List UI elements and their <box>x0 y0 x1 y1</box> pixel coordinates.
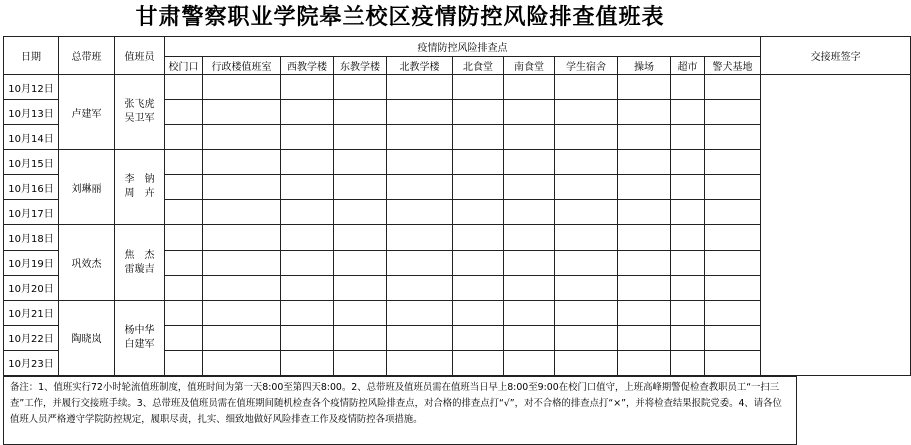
check-cell[interactable] <box>705 150 761 175</box>
check-cell[interactable] <box>165 275 203 300</box>
date-cell: 10月22日 <box>4 325 59 350</box>
check-cell[interactable] <box>453 225 504 250</box>
check-cell[interactable] <box>334 225 387 250</box>
check-cell[interactable] <box>453 300 504 325</box>
check-cell[interactable] <box>555 150 618 175</box>
check-cell[interactable] <box>555 225 618 250</box>
check-cell[interactable] <box>334 250 387 275</box>
check-cell[interactable] <box>387 350 453 375</box>
check-cell[interactable] <box>555 250 618 275</box>
staff-cell <box>115 225 165 300</box>
check-cell[interactable] <box>555 100 618 125</box>
check-cell[interactable] <box>555 300 618 325</box>
check-cell[interactable] <box>618 100 671 125</box>
check-cell[interactable] <box>504 300 555 325</box>
header-staff: 值班员 <box>115 37 165 75</box>
check-cell[interactable] <box>453 175 504 200</box>
check-cell[interactable] <box>504 325 555 350</box>
check-cell[interactable] <box>165 175 203 200</box>
date-cell: 10月14日 <box>4 125 59 150</box>
check-cell[interactable] <box>165 250 203 275</box>
check-cell[interactable] <box>555 175 618 200</box>
check-cell[interactable] <box>334 300 387 325</box>
check-cell[interactable] <box>504 350 555 375</box>
check-cell[interactable] <box>281 350 334 375</box>
header-leader: 总带班 <box>59 37 115 75</box>
check-cell[interactable] <box>334 100 387 125</box>
check-cell[interactable] <box>203 350 281 375</box>
check-cell[interactable] <box>387 75 453 100</box>
page-title: 甘肃警察职业学院皋兰校区疫情防控风险排查值班表 <box>135 4 665 30</box>
check-cell[interactable] <box>203 125 281 150</box>
check-cell[interactable] <box>671 75 705 100</box>
check-cell[interactable] <box>705 225 761 250</box>
check-cell[interactable] <box>671 325 705 350</box>
check-cell[interactable] <box>618 225 671 250</box>
header-point: 行政楼值班室 <box>203 57 281 75</box>
check-cell[interactable] <box>705 275 761 300</box>
header-point: 操场 <box>618 57 671 75</box>
date-cell: 10月17日 <box>4 200 59 225</box>
check-cell[interactable] <box>705 325 761 350</box>
check-cell[interactable] <box>203 200 281 225</box>
date-cell: 10月21日 <box>4 300 59 325</box>
leader-cell: 陶晓岚 <box>59 300 115 375</box>
check-cell[interactable] <box>281 250 334 275</box>
check-cell[interactable] <box>671 225 705 250</box>
check-cell[interactable] <box>165 200 203 225</box>
date-cell: 10月16日 <box>4 175 59 200</box>
date-cell: 10月19日 <box>4 250 59 275</box>
check-cell[interactable] <box>671 200 705 225</box>
date-cell: 10月12日 <box>4 75 59 100</box>
check-cell[interactable] <box>671 125 705 150</box>
check-cell[interactable] <box>165 225 203 250</box>
check-cell[interactable] <box>165 125 203 150</box>
check-cell[interactable] <box>203 75 281 100</box>
check-cell[interactable] <box>203 275 281 300</box>
check-cell[interactable] <box>671 300 705 325</box>
check-cell[interactable] <box>705 175 761 200</box>
check-cell[interactable] <box>453 150 504 175</box>
header-point: 校门口 <box>165 57 203 75</box>
date-cell: 10月18日 <box>4 225 59 250</box>
header-point: 西教学楼 <box>281 57 334 75</box>
remarks <box>3 376 797 445</box>
check-cell[interactable] <box>387 125 453 150</box>
check-cell[interactable] <box>334 150 387 175</box>
header-date: 日期 <box>4 37 59 75</box>
check-cell[interactable] <box>504 150 555 175</box>
duty-table <box>3 36 911 376</box>
check-cell[interactable] <box>504 275 555 300</box>
check-cell[interactable] <box>387 300 453 325</box>
check-cell[interactable] <box>281 125 334 150</box>
check-cell[interactable] <box>453 325 504 350</box>
leader-cell: 刘琳丽 <box>59 150 115 225</box>
staff-name: 雷璇吉 <box>124 263 155 275</box>
check-cell[interactable] <box>165 350 203 375</box>
date-cell: 10月20日 <box>4 275 59 300</box>
check-cell[interactable] <box>334 325 387 350</box>
remarks-text: 备注：1、值班实行72小时轮流值班制度，值班时间为第一天8:00至第四天8:00。2、总带班及值班员需在值班当日早上8:00至9:00在校门口值守，上班高峰期警促检查教职员工“一扫三查”工作，并履行交接班手续。3、总带班及值班员需在值班期间随机检查各个疫情防控风险排查点，对合格的排查点打“√”，对不合格的排查点打“×”，并将检查结果报院党委。4、请各位值班人员严格遵守学院防控规定，履职尽责，扎实、细致地做好风险排查工作及疫情防控各项措施。 <box>10 382 782 425</box>
check-cell[interactable] <box>705 75 761 100</box>
check-cell[interactable] <box>705 300 761 325</box>
date-cell: 10月15日 <box>4 150 59 175</box>
header-point: 警犬基地 <box>705 57 761 75</box>
staff-name: 周 卉 <box>124 188 155 200</box>
check-cell[interactable] <box>281 300 334 325</box>
check-cell[interactable] <box>203 150 281 175</box>
check-cell[interactable] <box>281 200 334 225</box>
check-cell[interactable] <box>555 125 618 150</box>
check-cell[interactable] <box>334 125 387 150</box>
check-cell[interactable] <box>387 250 453 275</box>
check-cell[interactable] <box>387 100 453 125</box>
check-cell[interactable] <box>671 250 705 275</box>
check-cell[interactable] <box>671 350 705 375</box>
check-cell[interactable] <box>453 200 504 225</box>
check-cell[interactable] <box>203 300 281 325</box>
staff-cell <box>115 150 165 225</box>
check-cell[interactable] <box>334 350 387 375</box>
check-cell[interactable] <box>618 175 671 200</box>
check-cell[interactable] <box>618 300 671 325</box>
check-cell[interactable] <box>618 325 671 350</box>
header-checkpoints: 疫情防控风险排查点 <box>165 37 761 57</box>
header-point: 超市 <box>671 57 705 75</box>
check-cell[interactable] <box>555 325 618 350</box>
check-cell[interactable] <box>555 200 618 225</box>
staff-name: 焦 杰 <box>124 249 155 261</box>
check-cell[interactable] <box>203 100 281 125</box>
check-cell[interactable] <box>705 200 761 225</box>
check-cell[interactable] <box>618 275 671 300</box>
check-cell[interactable] <box>281 150 334 175</box>
date-cell: 10月13日 <box>4 100 59 125</box>
check-cell[interactable] <box>281 275 334 300</box>
check-cell[interactable] <box>555 275 618 300</box>
header-point: 北教学楼 <box>387 57 453 75</box>
header-point: 南食堂 <box>504 57 555 75</box>
check-cell[interactable] <box>555 75 618 100</box>
check-cell[interactable] <box>671 275 705 300</box>
check-cell[interactable] <box>671 100 705 125</box>
check-cell[interactable] <box>387 275 453 300</box>
leader-cell: 卢建军 <box>59 75 115 150</box>
check-cell[interactable] <box>334 75 387 100</box>
check-cell[interactable] <box>504 175 555 200</box>
check-cell[interactable] <box>203 225 281 250</box>
check-cell[interactable] <box>618 250 671 275</box>
handover-signature-cell[interactable] <box>761 75 911 376</box>
check-cell[interactable] <box>705 100 761 125</box>
date-cell: 10月23日 <box>4 350 59 375</box>
check-cell[interactable] <box>387 325 453 350</box>
check-cell[interactable] <box>618 350 671 375</box>
staff-name: 张飞虎 <box>124 99 155 111</box>
check-cell[interactable] <box>334 175 387 200</box>
check-cell[interactable] <box>165 150 203 175</box>
header-point: 东教学楼 <box>334 57 387 75</box>
check-cell[interactable] <box>334 275 387 300</box>
check-cell[interactable] <box>453 75 504 100</box>
staff-name: 吴卫军 <box>124 113 155 125</box>
check-cell[interactable] <box>387 200 453 225</box>
staff-name: 李 钠 <box>124 174 155 186</box>
check-cell[interactable] <box>281 225 334 250</box>
check-cell[interactable] <box>453 275 504 300</box>
check-cell[interactable] <box>281 175 334 200</box>
check-cell[interactable] <box>203 325 281 350</box>
check-cell[interactable] <box>705 350 761 375</box>
check-cell[interactable] <box>618 75 671 100</box>
check-cell[interactable] <box>387 225 453 250</box>
staff-cell <box>115 75 165 150</box>
check-cell[interactable] <box>555 350 618 375</box>
check-cell[interactable] <box>504 100 555 125</box>
check-cell[interactable] <box>281 100 334 125</box>
check-cell[interactable] <box>504 125 555 150</box>
check-cell[interactable] <box>453 250 504 275</box>
check-cell[interactable] <box>504 200 555 225</box>
check-cell[interactable] <box>281 75 334 100</box>
check-cell[interactable] <box>165 325 203 350</box>
check-cell[interactable] <box>165 100 203 125</box>
leader-cell: 巩效杰 <box>59 225 115 300</box>
check-cell[interactable] <box>618 200 671 225</box>
header-point: 北食堂 <box>453 57 504 75</box>
staff-name: 白建军 <box>124 338 155 350</box>
check-cell[interactable] <box>504 250 555 275</box>
check-cell[interactable] <box>281 325 334 350</box>
check-cell[interactable] <box>453 100 504 125</box>
check-cell[interactable] <box>387 150 453 175</box>
check-cell[interactable] <box>203 175 281 200</box>
check-cell[interactable] <box>453 350 504 375</box>
check-cell[interactable] <box>705 250 761 275</box>
check-cell[interactable] <box>671 175 705 200</box>
staff-name: 杨中华 <box>124 324 155 336</box>
check-cell[interactable] <box>671 150 705 175</box>
header-handover: 交接班签字 <box>761 37 911 75</box>
staff-cell <box>115 300 165 375</box>
check-cell[interactable] <box>334 200 387 225</box>
check-cell[interactable] <box>504 225 555 250</box>
check-cell[interactable] <box>165 75 203 100</box>
check-cell[interactable] <box>203 250 281 275</box>
check-cell[interactable] <box>387 175 453 200</box>
check-cell[interactable] <box>705 125 761 150</box>
check-cell[interactable] <box>165 300 203 325</box>
header-point: 学生宿舍 <box>555 57 618 75</box>
table-row <box>4 75 911 100</box>
check-cell[interactable] <box>618 125 671 150</box>
check-cell[interactable] <box>504 75 555 100</box>
check-cell[interactable] <box>453 125 504 150</box>
check-cell[interactable] <box>618 150 671 175</box>
